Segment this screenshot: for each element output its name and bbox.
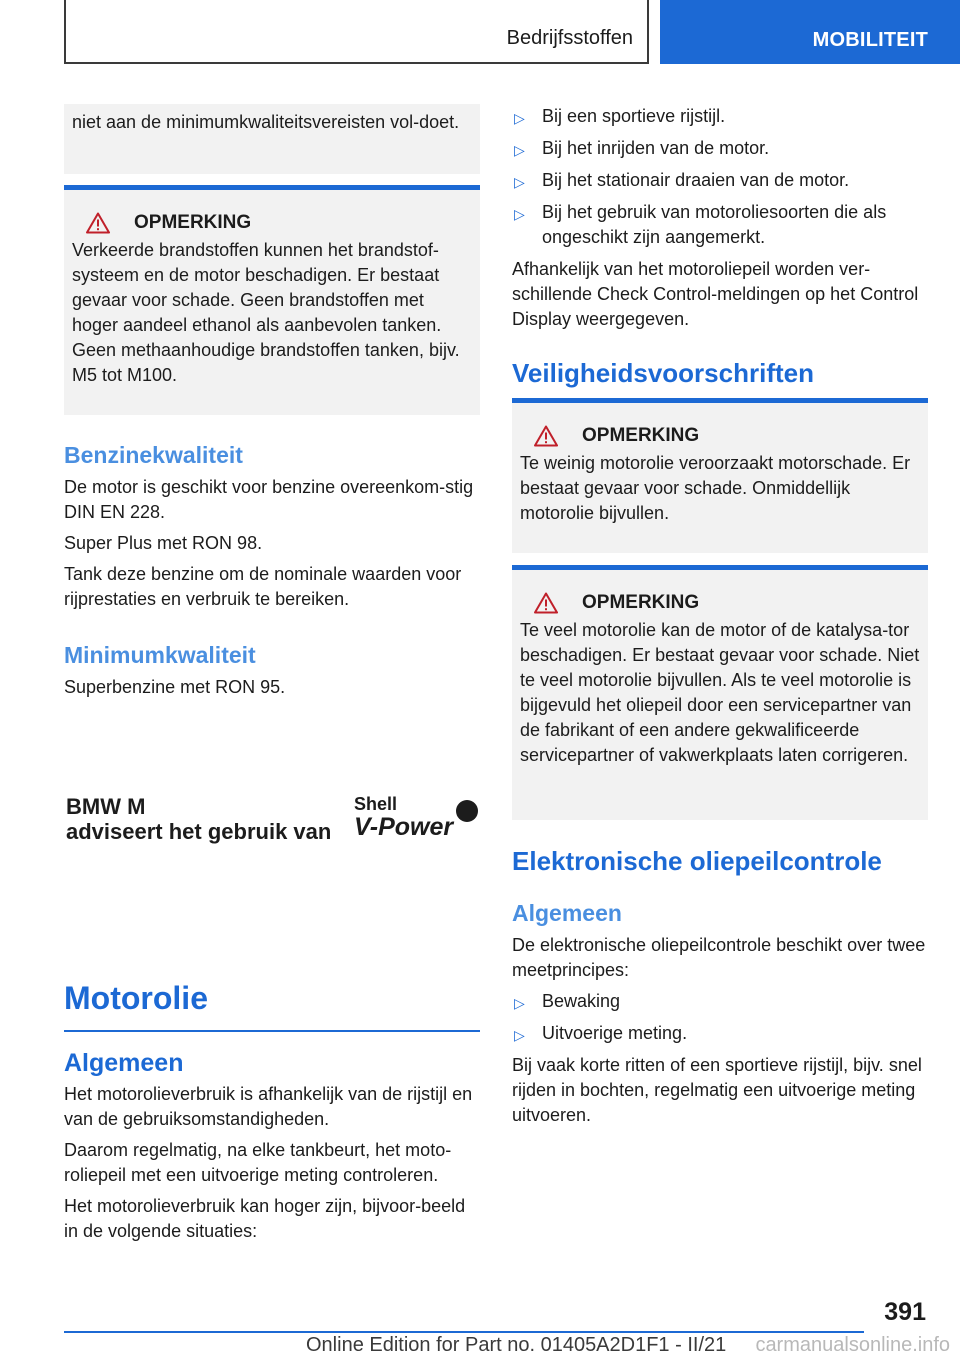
warning-fuel [64,185,480,415]
logo-brand [354,794,453,840]
logo-brand-small: Shell [354,794,398,814]
header-section-tab [64,0,649,64]
list-item [512,200,928,250]
list-item [512,1021,928,1046]
page-number: 391 [884,1298,926,1326]
shell-vpower-logo [64,790,480,850]
situations-list [512,104,928,338]
footer-edition: Online Edition for Part no. 01405A2D1F1 - II/21 [306,1334,727,1356]
list-item-text: Bewaking [542,991,621,1011]
paragraph: De elektronische oliepeilcontrole beschikt over twee meetprincipes: [512,935,926,980]
warning-text: Verkeerde brandstoffen kunnen het brandstof-systeem en de motor beschadigen. Er bestaat gevaar voor schade. Geen brandstoffen met hoger aandeel ethanol als aanbevolen tanken. Geen methaanhoudige brandstoffen tanken, bijv. M5 tot M100. [72,240,460,385]
paragraph: Het motorolieverbruik is afhankelijk van de rijstijl en van de gebruiksomstandigheden. [64,1084,473,1129]
section-heading: Elektronische oliepeilcontrole [512,846,882,876]
list-item-text: Bij het stationair draaien van de motor. [542,170,850,190]
footer-rule [64,1331,864,1333]
continued-text: niet aan de minimumkwaliteitsvereisten vol-doet. [72,112,460,132]
warning-triangle-icon [534,592,558,614]
paragraph: Superbenzine met RON 95. [64,677,286,697]
list-item-text: Bij een sportieve rijstijl. [542,106,726,126]
paragraph: De motor is geschikt voor benzine overeenkom-stig DIN EN 228. [64,477,474,522]
header-chapter-tab [660,0,960,64]
logo-line: BMW M [66,794,146,819]
header-section-title: Bedrijfsstoffen [506,27,633,49]
triangle-bullet-icon: ▷ [514,110,525,126]
logo-tagline [66,794,331,844]
list-item [512,168,928,193]
benzine-section [64,441,480,618]
paragraph: Daarom regelmatig, na elke tankbeurt, het moto-roliepeil met een uitvoerige meting controleren. [64,1140,452,1185]
list-item [512,104,928,129]
warning-title: OPMERKING [582,592,700,613]
triangle-bullet-icon: ▷ [514,174,525,190]
list-item-text: Bij het inrijden van de motor. [542,138,770,158]
warning-triangle-icon [534,425,558,447]
footer-watermark: carmanualsonline.info [755,1334,950,1356]
paragraph: Het motorolieverbruik kan hoger zijn, bijvoor-beeld in de volgende situaties: [64,1196,466,1241]
warning-triangle-icon [86,212,110,234]
warning-text: Te weinig motorolie veroorzaakt motorschade. Er bestaat gevaar voor schade. Onmiddellijk motorolie bijvullen. [520,453,911,523]
section-heading: Algemeen [64,1049,184,1077]
paragraph: Tank deze benzine om de nominale waarden voor rijprestaties en verbruik te bereiken. [64,564,462,609]
warning-title: OPMERKING [134,212,252,233]
triangle-bullet-icon: ▷ [514,206,525,222]
subsection-heading: Algemeen [512,900,622,926]
paragraph: Afhankelijk van het motoroliepeil worden ver-schillende Check Control-meldingen op het Control Display weergegeven. [512,259,919,329]
warning-text: Te veel motorolie kan de motor of de katalysa-tor beschadigen. Er bestaat gevaar voor schade. Niet te veel motorolie bijvullen. Als te veel motorolie is bijgevuld het oliepeil door een servicepartner van de fabrikant of een andere gekwalificeerde servicepartner of vakwerkplaats laten corrigeren. [520,620,920,765]
paragraph: Super Plus met RON 98. [64,533,263,553]
chapter-heading: Motorolie [64,980,208,1016]
triangle-bullet-icon: ▷ [514,142,525,158]
logo-brand-big: V-Power [354,813,454,841]
header-chapter-title: MOBILITEIT [812,29,928,51]
continued-box [64,104,480,174]
warning-too-much [512,565,928,820]
heading-rule [64,1030,480,1032]
list-item-text: Uitvoerige meting. [542,1023,688,1043]
warning-too-little [512,398,928,553]
triangle-bullet-icon: ▷ [514,1027,525,1043]
section-heading: Benzinekwaliteit [64,442,243,468]
logo-line: adviseert het gebruik van [66,819,332,844]
list-item [512,136,928,161]
paragraph: Bij vaak korte ritten of een sportieve rijstijl, bijv. snel rijden in bochten, regelmatig een uitvoerige meting uitvoeren. [512,1055,922,1125]
minimum-section [64,641,480,706]
list-item [512,989,928,1014]
section-heading: Veiligheidsvoorschriften [512,358,814,388]
warning-title: OPMERKING [582,425,700,446]
triangle-bullet-icon: ▷ [514,995,525,1011]
veiligheid-heading-wrap [512,357,928,389]
shell-badge-icon [456,800,478,822]
section-heading: Minimumkwaliteit [64,642,256,668]
list-item-text: Bij het gebruik van motoroliesoorten die als ongeschikt zijn aangemerkt. [542,202,887,247]
motorolie-section [64,978,480,1250]
elektronisch-section [512,845,928,1134]
